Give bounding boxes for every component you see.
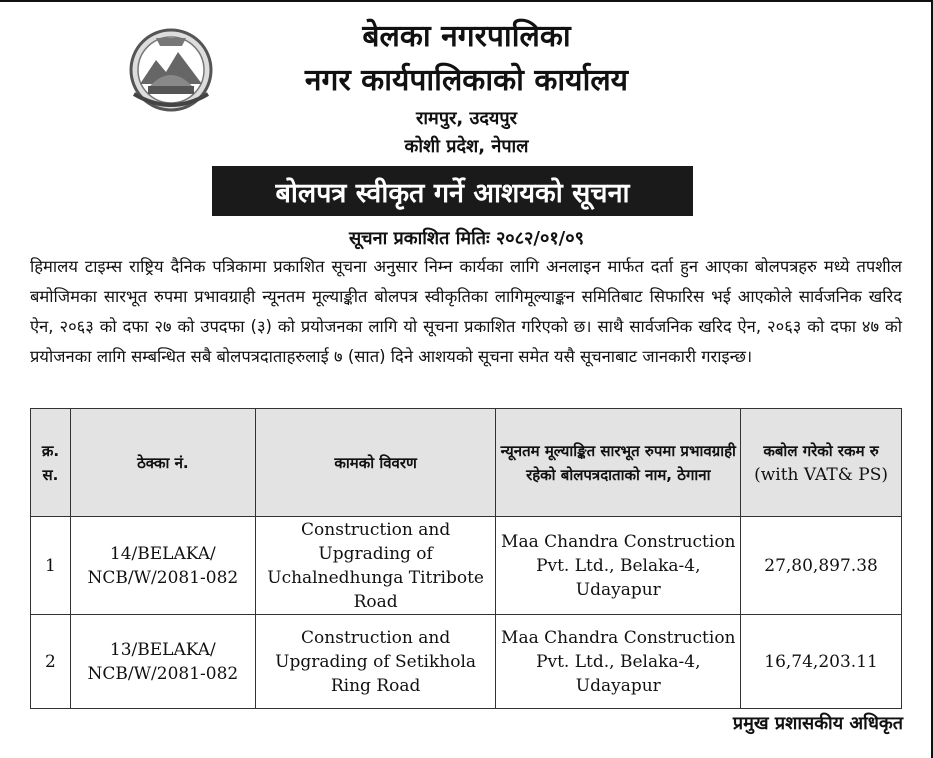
- row-description: Construction and Upgrading of Setikhola Ring Road: [255, 615, 496, 709]
- contract-no-header: ठेक्का नं.: [70, 409, 255, 517]
- notice-title: बोलपत्र स्वीकृत गर्ने आशयको सूचना: [212, 166, 693, 216]
- bidder-header: न्यूनतम मूल्याङ्कित सारभूत रुपमा प्रभावग्राही रहेको बोलपत्रदाताको नाम, ठेगाना: [496, 409, 741, 517]
- signatory-title: प्रमुख प्रशासकीय अधिकृत: [732, 713, 903, 734]
- row-sn: 1: [31, 517, 71, 615]
- description-header: कामको विवरण: [255, 409, 496, 517]
- sn-header-line2: स.: [42, 465, 59, 484]
- published-date: सूचना प्रकाशित मितिः २०८२/०१/०९: [349, 228, 584, 249]
- row-description: Construction and Upgrading of Uchalnedhunga Titribote Road: [255, 517, 496, 615]
- row-sn: 2: [31, 615, 71, 709]
- table-row: [31, 517, 902, 615]
- contract-table: [30, 408, 902, 709]
- office-address: रामपुर, उदयपुर: [416, 108, 517, 129]
- municipality-name: बेलका नगरपालिका: [362, 19, 571, 54]
- row-amount: 16,74,203.11: [741, 615, 902, 709]
- row-bidder: Maa Chandra Construction Pvt. Ltd., Belaka-4, Udayapur: [496, 517, 741, 615]
- amount-header-label: कबोल गरेको रकम रु: [763, 441, 879, 460]
- table-row: [31, 615, 902, 709]
- office-name: नगर कार्यपालिकाको कार्यालय: [304, 63, 629, 98]
- notice-body: हिमालय टाइम्स राष्ट्रिय दैनिक पत्रिकामा प्रकाशित सूचना अनुसार निम्न कार्यका लागि अनलाइन मार्फत दर्ता हुन आएका बोलपत्रहरु मध्ये तपशील बमोजिमका सारभूत रुपमा प्रभावग्राही न्यूनतम मूल्याङ्कीत बोलपत्र स्वीकृतिका लागिमूल्याङ्कन समितिबाट सिफारिस भई आएकोले सार्वजनिक खरिद ऐन, २०६३ को दफा २७ को उपदफा (३) को प्रयोजनका लागि यो सूचना प्रकाशित गरिएको छ। साथै सार्वजनिक खरिद ऐन, २०६३ को दफा ४७ को प्रयोजनका लागि सम्बन्धित सबै बोलपत्रदाताहरुलाई ७ (सात) दिने आशयको सूचना समेत यसै सूचनाबाट जानकारी गराइन्छ।: [30, 257, 902, 366]
- amount-header: [741, 409, 902, 517]
- amount-header-sub: (with VAT& PS): [754, 464, 888, 485]
- sn-header: [31, 409, 71, 517]
- row-amount: 27,80,897.38: [741, 517, 902, 615]
- sn-header-line1: क्र.: [41, 441, 60, 460]
- table-header-row: [31, 409, 902, 517]
- row-contract-no: 14/BELAKA/ NCB/W/2081-082: [70, 517, 255, 615]
- office-province: कोशी प्रदेश, नेपाल: [404, 136, 529, 157]
- row-contract-no: 13/BELAKA/ NCB/W/2081-082: [70, 615, 255, 709]
- row-bidder: Maa Chandra Construction Pvt. Ltd., Belaka-4, Udayapur: [496, 615, 741, 709]
